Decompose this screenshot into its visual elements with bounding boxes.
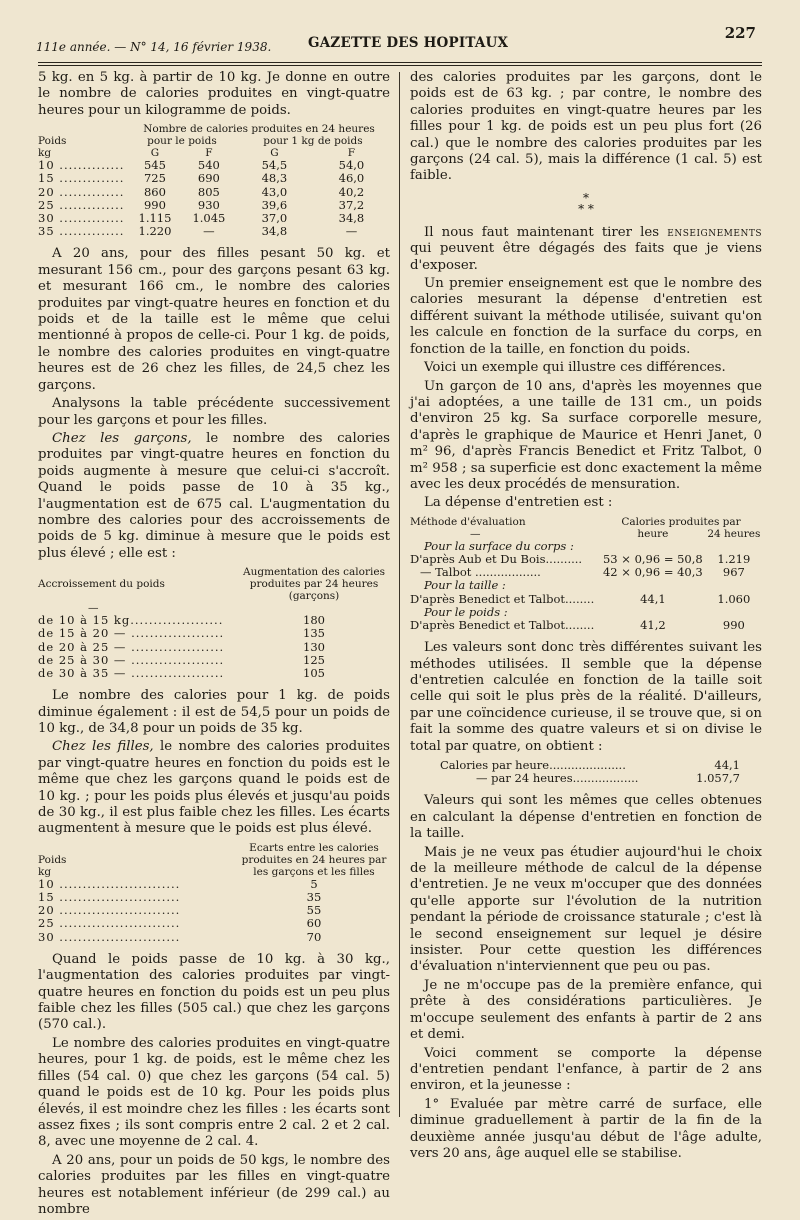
table-cell: — <box>345 224 358 239</box>
issue-line: 111e année. — N° 14, 16 février 1938. <box>36 40 272 54</box>
table-cell: 1.115 <box>138 211 172 226</box>
paragraph: Quand le poids passe de 10 kg. à 30 kg., l'augmentation des calories produites par vingt-quatre heures en fonction du poids est un peu plus faible chez les filles (505 cal.) que chez les garçons (570 cal.). <box>38 951 390 1033</box>
table-cell: 53 × 0,96 = 50,8 <box>602 551 703 566</box>
table-header-f: F <box>205 147 213 160</box>
table-cell: 540 <box>197 158 220 173</box>
table-header-kg: kg <box>38 147 52 160</box>
table-cell: 990 <box>722 617 745 632</box>
paragraph: Analysons la table précédente successivement pour les garçons et pour les filles. <box>38 396 390 428</box>
table-cell: 725 <box>143 171 166 186</box>
table-cell: 125 <box>303 652 325 667</box>
table-cell: de 30 à 35 — .................... <box>38 666 225 680</box>
table-row <box>38 904 390 917</box>
table-cell: 44,1 <box>714 758 740 773</box>
paragraph: La dépense d'entretien est : <box>424 495 613 511</box>
table-cell: 15 .............. <box>38 172 125 186</box>
paragraph: Voici comment se comporte la dépense d'entretien pendant l'enfance, à partir de 2 ans environ, et la jeunesse : <box>410 1045 762 1094</box>
table-cell: Calories par heure..................... <box>440 758 626 773</box>
paragraph <box>38 739 390 837</box>
table-group-header: Nombre de calories produites en 24 heures <box>143 123 375 136</box>
table-header-poids: Poids <box>38 135 67 148</box>
table-cell: — <box>203 224 215 239</box>
table-cell: 42 × 0,96 = 40,3 <box>602 565 703 580</box>
table-cell: — par 24 heures.................. <box>476 771 639 786</box>
table-cell: 43,0 <box>261 184 288 199</box>
table-cell: 1.057,7 <box>696 771 740 786</box>
table-cell: 39,6 <box>261 197 288 212</box>
table-header-poids: Poids <box>38 853 67 866</box>
table-row <box>38 654 390 667</box>
paragraph-text: Il nous faut maintenant tirer les <box>424 224 668 240</box>
table-row <box>38 172 390 185</box>
table-row <box>38 931 390 944</box>
table-row <box>38 878 390 891</box>
table-cell: de 15 à 20 — .................... <box>38 627 225 641</box>
separator-star: * <box>583 190 589 205</box>
table-cell: 545 <box>143 158 166 173</box>
table-cell: 30 .............. <box>38 212 125 226</box>
table-cell: 1.045 <box>192 211 226 226</box>
paragraph: Voici un exemple qui illustre ces différences. <box>424 360 726 376</box>
table-cell: 1.220 <box>138 224 172 239</box>
calorie-increase-table <box>38 566 390 680</box>
left-column <box>38 70 390 1220</box>
table-header-24h: 24 heures <box>707 527 761 540</box>
emphasis: Chez les garçons, <box>52 430 192 446</box>
paragraph <box>410 225 762 274</box>
table-section-label: Pour la taille : <box>424 578 506 593</box>
table-cell: 105 <box>303 665 325 680</box>
table-cell: — Talbot .................. <box>420 565 541 580</box>
table-header-g: G <box>150 147 160 160</box>
table-cell: 930 <box>197 197 220 212</box>
table-cell: 15 .......................... <box>38 891 181 905</box>
table-header-method: Méthode d'évaluation <box>410 515 526 528</box>
paragraph: 5 kg. en 5 kg. à partir de 10 kg. Je donne en outre le nombre de calories produites en vingt-quatre heures pour un kilogramme de poids. <box>38 70 390 118</box>
table-row <box>38 627 390 640</box>
column-divider <box>399 72 400 1117</box>
table-cell: 25 .......................... <box>38 917 181 931</box>
average-table <box>440 759 740 785</box>
table-cell: 35 .............. <box>38 225 125 239</box>
table-cell: de 20 à 25 — .................... <box>38 640 225 654</box>
table-header-heure: heure <box>637 527 669 540</box>
paragraph: Un garçon de 10 ans, d'après les moyennes que j'ai adoptées, a une taille de 131 cm., un poids d'environ 25 kg. Sa surface corporelle mesure, d'après le graphique de Maurice et Henri Janet, 0 m² 96, d'après Francis Benedict et Fritz Talbot, 0 m² 958 ; sa superficie est donc exactement la même avec les deux procédés de mensuration. <box>410 378 762 492</box>
table-cell: 41,2 <box>640 617 666 632</box>
table-row <box>38 667 390 680</box>
table-row <box>38 186 390 199</box>
table-cell: 10 .......................... <box>38 877 181 891</box>
table-section-label: Pour le poids : <box>424 604 508 619</box>
table-section-label: Pour la surface du corps : <box>424 538 574 553</box>
running-header <box>36 24 762 64</box>
small-caps-word: enseignements <box>667 224 762 240</box>
table-header-dash: — <box>88 602 99 615</box>
table-cell: 60 <box>306 916 322 931</box>
table-cell: D'après Aub et Du Bois.......... <box>410 551 583 566</box>
table-cell: 25 .............. <box>38 198 125 212</box>
table-cell: 5 <box>310 876 318 891</box>
table-row <box>38 225 390 238</box>
table-cell: 990 <box>143 197 166 212</box>
paragraph: A 20 ans, pour des filles pesant 50 kg. et mesurant 156 cm., pour des garçons pesant 63 kg. et mesurant 166 cm., le nombre des calories produites par vingt-quatre heures en fonction et du poids et de la taille est le même que celui mentionné à propos de celle-ci. Pour 1 kg. de poids, le nombre des calories produites en vingt-quatre heures est de 26 chez les filles, de 24,5 chez les garçons. <box>38 246 390 393</box>
table-group-header: Calories produites par <box>621 515 741 528</box>
table-row <box>38 917 390 930</box>
table-cell: D'après Benedict et Talbot........ <box>410 617 595 632</box>
table-cell: 70 <box>306 929 322 944</box>
paragraph-text: qui peuvent être dégagés des faits que je viens d'exposer. <box>410 241 762 273</box>
table-header-kg: kg <box>38 865 52 878</box>
table-header-f: F <box>347 147 356 160</box>
paragraph-text: le nombre des calories produites par vingt-quatre heures en fonction du poids est le même que chez les garçons quand le poids est de 10 kg. ; pour les poids plus élevés et jusqu'au poids de 30 kg., il est plus faible chez les filles. Les écarts augmentent à mesure que le poids est plus élevé. <box>38 739 390 837</box>
table-header-dash: — <box>470 527 481 540</box>
table-cell: 37,0 <box>261 211 288 226</box>
table-cell: 34,8 <box>261 224 288 239</box>
table-header-weight: pour le poids <box>147 135 217 148</box>
table-cell: 967 <box>722 565 745 580</box>
table-cell: 40,2 <box>338 184 365 199</box>
table-header-perkg: pour 1 kg de poids <box>263 135 363 148</box>
paragraph: Un premier enseignement est que le nombre des calories mesurant la dépense d'entretien est différent suivant la méthode utilisée, suivant qu'on les calcule en fonction de la surface du corps, en fonction de la taille, en fonction du poids. <box>410 276 762 357</box>
table-cell: 10 .............. <box>38 159 125 173</box>
table-cell: 130 <box>303 639 325 654</box>
gender-gap-table <box>38 842 390 944</box>
table-cell: 1.060 <box>717 591 751 606</box>
table-cell: 44,1 <box>640 591 666 606</box>
emphasis: Chez les filles, <box>52 739 154 755</box>
table-header-g: G <box>270 147 279 160</box>
section-separator <box>410 190 762 216</box>
paragraph: Le nombre des calories pour 1 kg. de poids diminue également : il est de 54,5 pour un poids de 10 kg., de 34,8 pour un poids de 35 kg. <box>38 688 390 736</box>
table-cell: 35 <box>306 890 322 905</box>
table-cell: 1.219 <box>717 551 751 566</box>
table-cell: 30 .......................... <box>38 930 181 944</box>
table-cell: 20 .............. <box>38 185 125 199</box>
table-row <box>38 891 390 904</box>
journal-title: GAZETTE DES HOPITAUX <box>308 35 509 51</box>
table-header-accroissement: Accroissement du poids <box>38 578 165 591</box>
table-cell: 860 <box>143 184 166 199</box>
table-cell: de 10 à 15 kg.................... <box>38 614 224 628</box>
table-cell: 54,0 <box>338 158 365 173</box>
table-cell: 135 <box>303 626 325 641</box>
table-cell: 55 <box>306 903 322 918</box>
header-rule-thin <box>38 65 762 66</box>
paragraph <box>38 431 390 562</box>
method-comparison-table <box>410 516 762 632</box>
page-number: 227 <box>724 24 756 42</box>
table-cell: 46,0 <box>338 171 365 186</box>
table-cell: 37,2 <box>338 197 365 212</box>
table-row <box>38 641 390 654</box>
paragraph: Mais je ne veux pas étudier aujourd'hui le choix de la meilleure méthode de calcul de la dépense d'entretien. Je ne veux m'occuper que des données qu'elle apporte sur l'évolution de la nutrition pendant la période de croissance staturale ; c'est là le second enseignement sur lequel je désire insister. Pour cette question les différences d'évaluation n'interviennent que peu ou pas. <box>410 844 762 975</box>
table-cell: 180 <box>303 613 325 628</box>
paragraph: A 20 ans, pour un poids de 50 kgs, le nombre des calories produites par les filles en vingt-quatre heures est notablement inférieur (de 299 cal.) au nombre <box>38 1152 390 1217</box>
paragraph: 1° Evaluée par mètre carré de surface, elle diminue graduellement à partir de la fin de la deuxième année jusqu'au début de l'âge adulte, vers 20 ans, âge auquel elle se stabilise. <box>410 1096 762 1161</box>
table-cell: 805 <box>197 184 220 199</box>
table-cell: 48,3 <box>261 171 288 186</box>
paragraph: Le nombre des calories produites en vingt-quatre heures, pour 1 kg. de poids, est le même chez les filles (54 cal. 0) que chez les garçons (54 cal. 5) quand le poids est de 10 kg. Pour les poids plus élevés, il est moindre chez les filles : les écarts sont assez fixes ; ils sont compris entre 2 cal. 2 et 2 cal. 8, avec une moyenne de 2 cal. 4. <box>38 1035 390 1150</box>
paragraph: Valeurs qui sont les mêmes que celles obtenues en calculant la dépense d'entretien en fonction de la taille. <box>410 793 762 842</box>
table-cell: D'après Benedict et Talbot........ <box>410 591 595 606</box>
table-header-augmentation: Augmentation des calories produites par 24 heures (garçons) <box>243 566 385 603</box>
table-cell: 34,8 <box>338 211 365 226</box>
paragraph: des calories produites par les garçons, dont le poids est de 63 kg. ; par contre, le nombre des calories produites en vingt-quatre heures par les filles pour 1 kg. de poids est un peu plus fort (26 cal.) que le nombre des calories produites par les garçons (24 cal. 5), mais la différence (1 cal. 5) est faible. <box>410 70 762 184</box>
table-header-ecarts: Ecarts entre les calories produites en 24 heures par les garçons et les filles <box>241 841 387 878</box>
table-row <box>38 614 390 627</box>
table-cell: de 25 à 30 — .................... <box>38 653 225 667</box>
right-column <box>410 70 762 1164</box>
table-cell: 20 .......................... <box>38 904 181 918</box>
paragraph-text: le nombre des calories produites par vingt-quatre heures en fonction du poids augmente à mesure que celui-ci s'accroît. Quand le poids passe de 10 à 35 kg., l'augmentation est de 675 cal. L'augmentation du nombre des calories pour des accroissements de poids de 5 kg. diminue à mesure que le poids est plus élevé ; elle est : <box>38 430 390 561</box>
paragraph: Les valeurs sont donc très différentes suivant les méthodes utilisées. Il semble que la dépense d'entretien calculée en fonction de la taille soit celle qui soit le plus près de la réalité. D'ailleurs, par une coïncidence curieuse, il se trouve que, si on fait la somme des quatre valeurs et si on divise le total par quatre, on obtient : <box>410 640 762 754</box>
separator-stars: * * <box>578 201 594 216</box>
table-cell: 54,5 <box>261 158 288 173</box>
header-rule <box>38 62 762 63</box>
paragraph: Je ne m'occupe pas de la première enfance, qui prête à des considérations particulières. Je m'occupe seulement des enfants à partir de 2 ans et demi. <box>410 977 762 1043</box>
table-cell: 690 <box>197 171 220 186</box>
calories-by-weight-table <box>38 123 390 238</box>
